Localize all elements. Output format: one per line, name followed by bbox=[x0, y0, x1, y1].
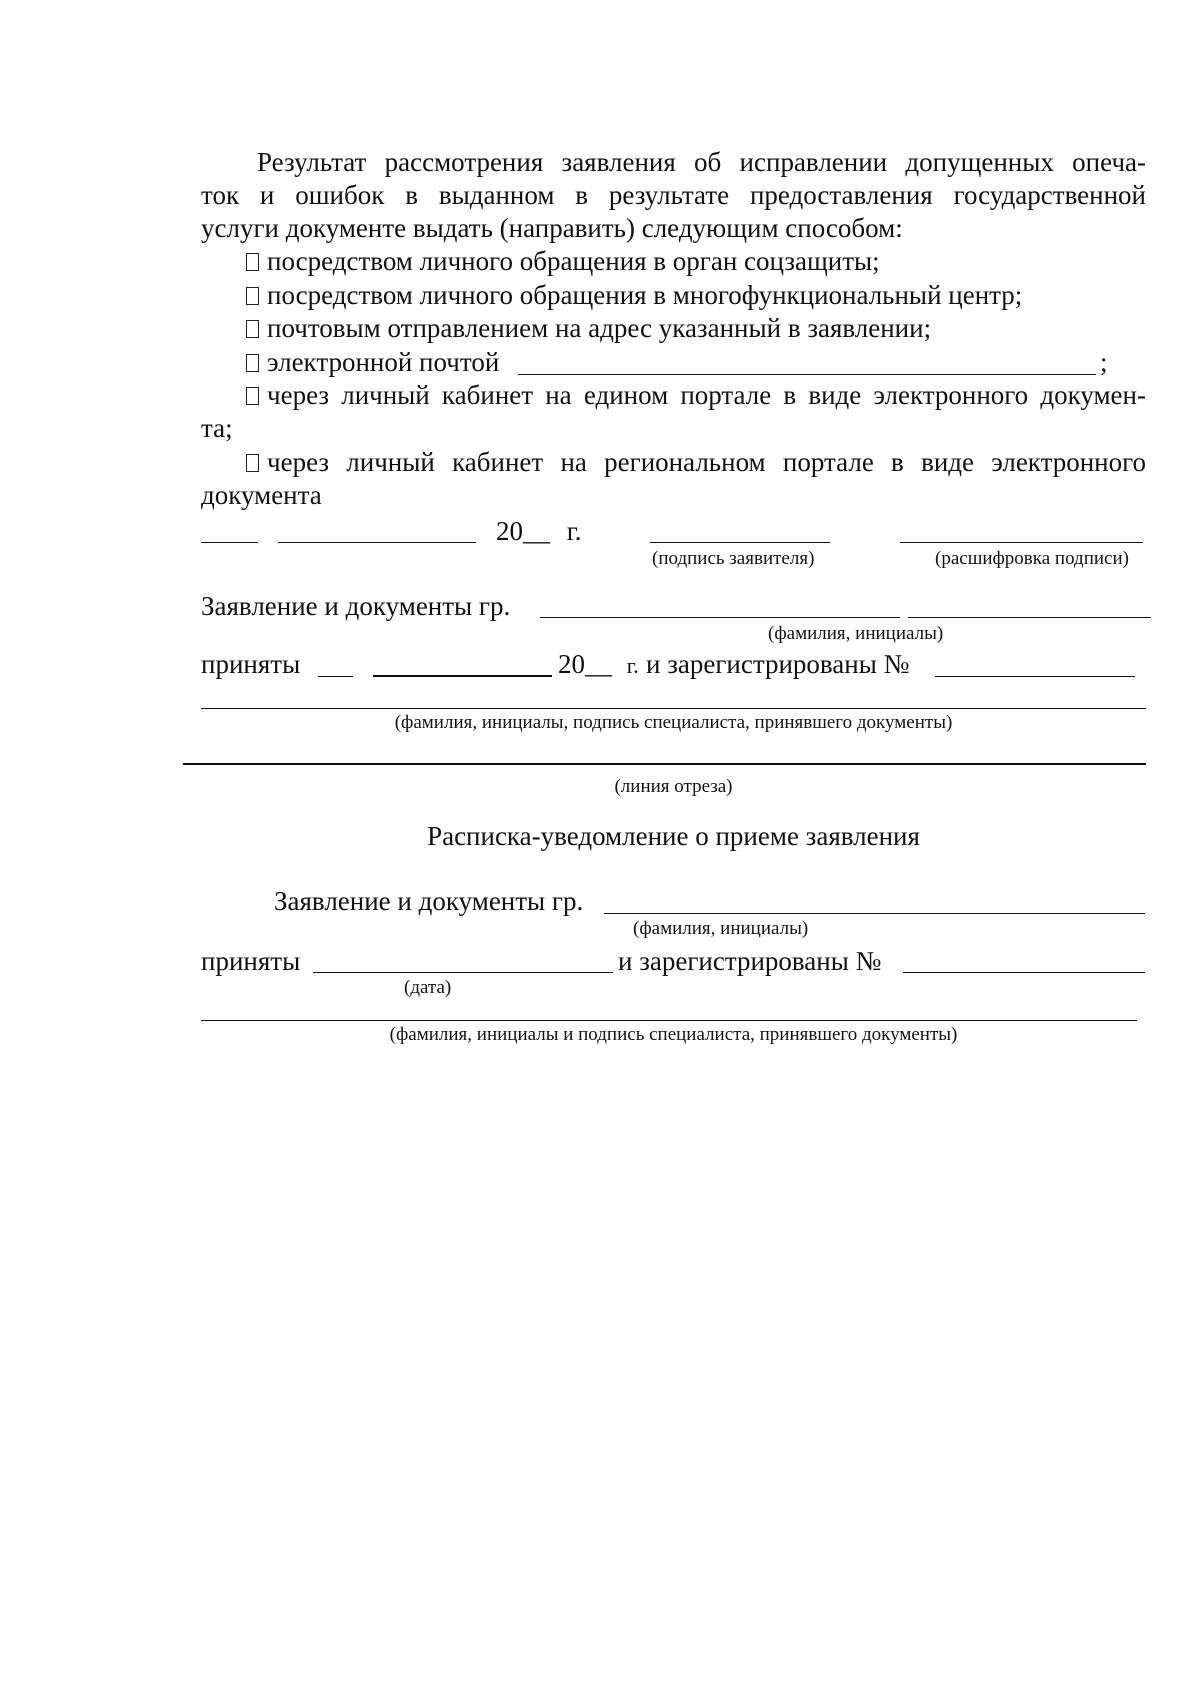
applicant-name-line[interactable] bbox=[540, 617, 900, 618]
accepted-statement: Заявление и документы гр. bbox=[201, 591, 511, 621]
receipt-specialist-line[interactable] bbox=[201, 1020, 1137, 1021]
accepted-label: приняты bbox=[201, 649, 301, 679]
receipt-specialist-caption: (фамилия, инициалы и подпись специалиста, принявшего документы) bbox=[389, 1024, 958, 1045]
registered-label: и зарегистрированы № bbox=[646, 649, 910, 679]
email-suffix: ; bbox=[1100, 347, 1108, 377]
receipt-date-caption: (дата) bbox=[404, 977, 452, 998]
accepted-year: 20__ г. bbox=[558, 649, 639, 679]
intro-line-2: ток и ошибок в выданном в результате предоставления государственной bbox=[201, 180, 1146, 210]
checkbox-icon[interactable] bbox=[246, 354, 259, 372]
receipt-date-line[interactable] bbox=[313, 972, 613, 973]
sign-decode-caption: (расшифровка подписи) bbox=[935, 548, 1129, 569]
checkbox-icon[interactable] bbox=[246, 454, 259, 472]
applicant-name-caption: (фамилия, инициалы) bbox=[768, 623, 944, 644]
option-in-person-social: посредством личного обращения в орган соцзащиты; bbox=[246, 245, 880, 278]
option-federal-portal: через личный кабинет на едином портале в виде электронного докумен- bbox=[201, 379, 1146, 412]
option-in-person-mfc: посредством личного обращения в многофункциональный центр; bbox=[246, 279, 1022, 312]
date-month-line[interactable] bbox=[278, 542, 476, 543]
applicant-name-line-2[interactable] bbox=[908, 617, 1151, 618]
checkbox-icon[interactable] bbox=[246, 287, 259, 305]
receipt-registered-label: и зарегистрированы № bbox=[618, 946, 882, 976]
receipt-name-line[interactable] bbox=[604, 913, 1145, 914]
applicant-sign-line[interactable] bbox=[650, 542, 830, 543]
receipt-accepted-label: приняты bbox=[201, 946, 301, 976]
cut-line-caption: (линия отреза) bbox=[614, 776, 733, 797]
email-input-line[interactable] bbox=[518, 374, 1096, 375]
checkbox-icon[interactable] bbox=[246, 387, 259, 405]
intro-line-3: услуги документе выдать (направить) следующим способом: bbox=[201, 213, 903, 243]
applicant-sign-caption: (подпись заявителя) bbox=[652, 548, 815, 569]
registration-number-line[interactable] bbox=[935, 676, 1135, 677]
cut-line bbox=[183, 763, 1146, 765]
date-year: 20__ г. bbox=[496, 516, 582, 546]
accepted-month-line[interactable] bbox=[373, 675, 552, 677]
checkbox-icon[interactable] bbox=[246, 253, 259, 271]
accepted-day-line[interactable] bbox=[318, 676, 353, 677]
option-regional-portal-cont: документа bbox=[201, 480, 322, 510]
intro-line-1: Результат рассмотрения заявления об исправлении допущенных опеча- bbox=[257, 147, 1146, 177]
receipt-title: Расписка-уведомление о приеме заявления bbox=[427, 821, 920, 851]
option-federal-portal-cont: та; bbox=[201, 413, 233, 443]
option-postal: почтовым отправлением на адрес указанный в заявлении; bbox=[246, 312, 931, 345]
checkbox-icon[interactable] bbox=[246, 320, 259, 338]
specialist-line[interactable] bbox=[201, 708, 1146, 709]
specialist-caption: (фамилия, инициалы, подпись специалиста, принявшего документы) bbox=[394, 712, 953, 733]
date-day-line[interactable] bbox=[201, 542, 258, 543]
receipt-name-caption: (фамилия, инициалы) bbox=[633, 918, 809, 939]
sign-decode-line[interactable] bbox=[900, 542, 1143, 543]
option-regional-portal: через личный кабинет на региональном портале в виде электронного bbox=[201, 446, 1146, 479]
receipt-number-line[interactable] bbox=[903, 972, 1145, 973]
receipt-statement: Заявление и документы гр. bbox=[274, 886, 584, 916]
option-email: электронной почтой bbox=[246, 346, 499, 379]
